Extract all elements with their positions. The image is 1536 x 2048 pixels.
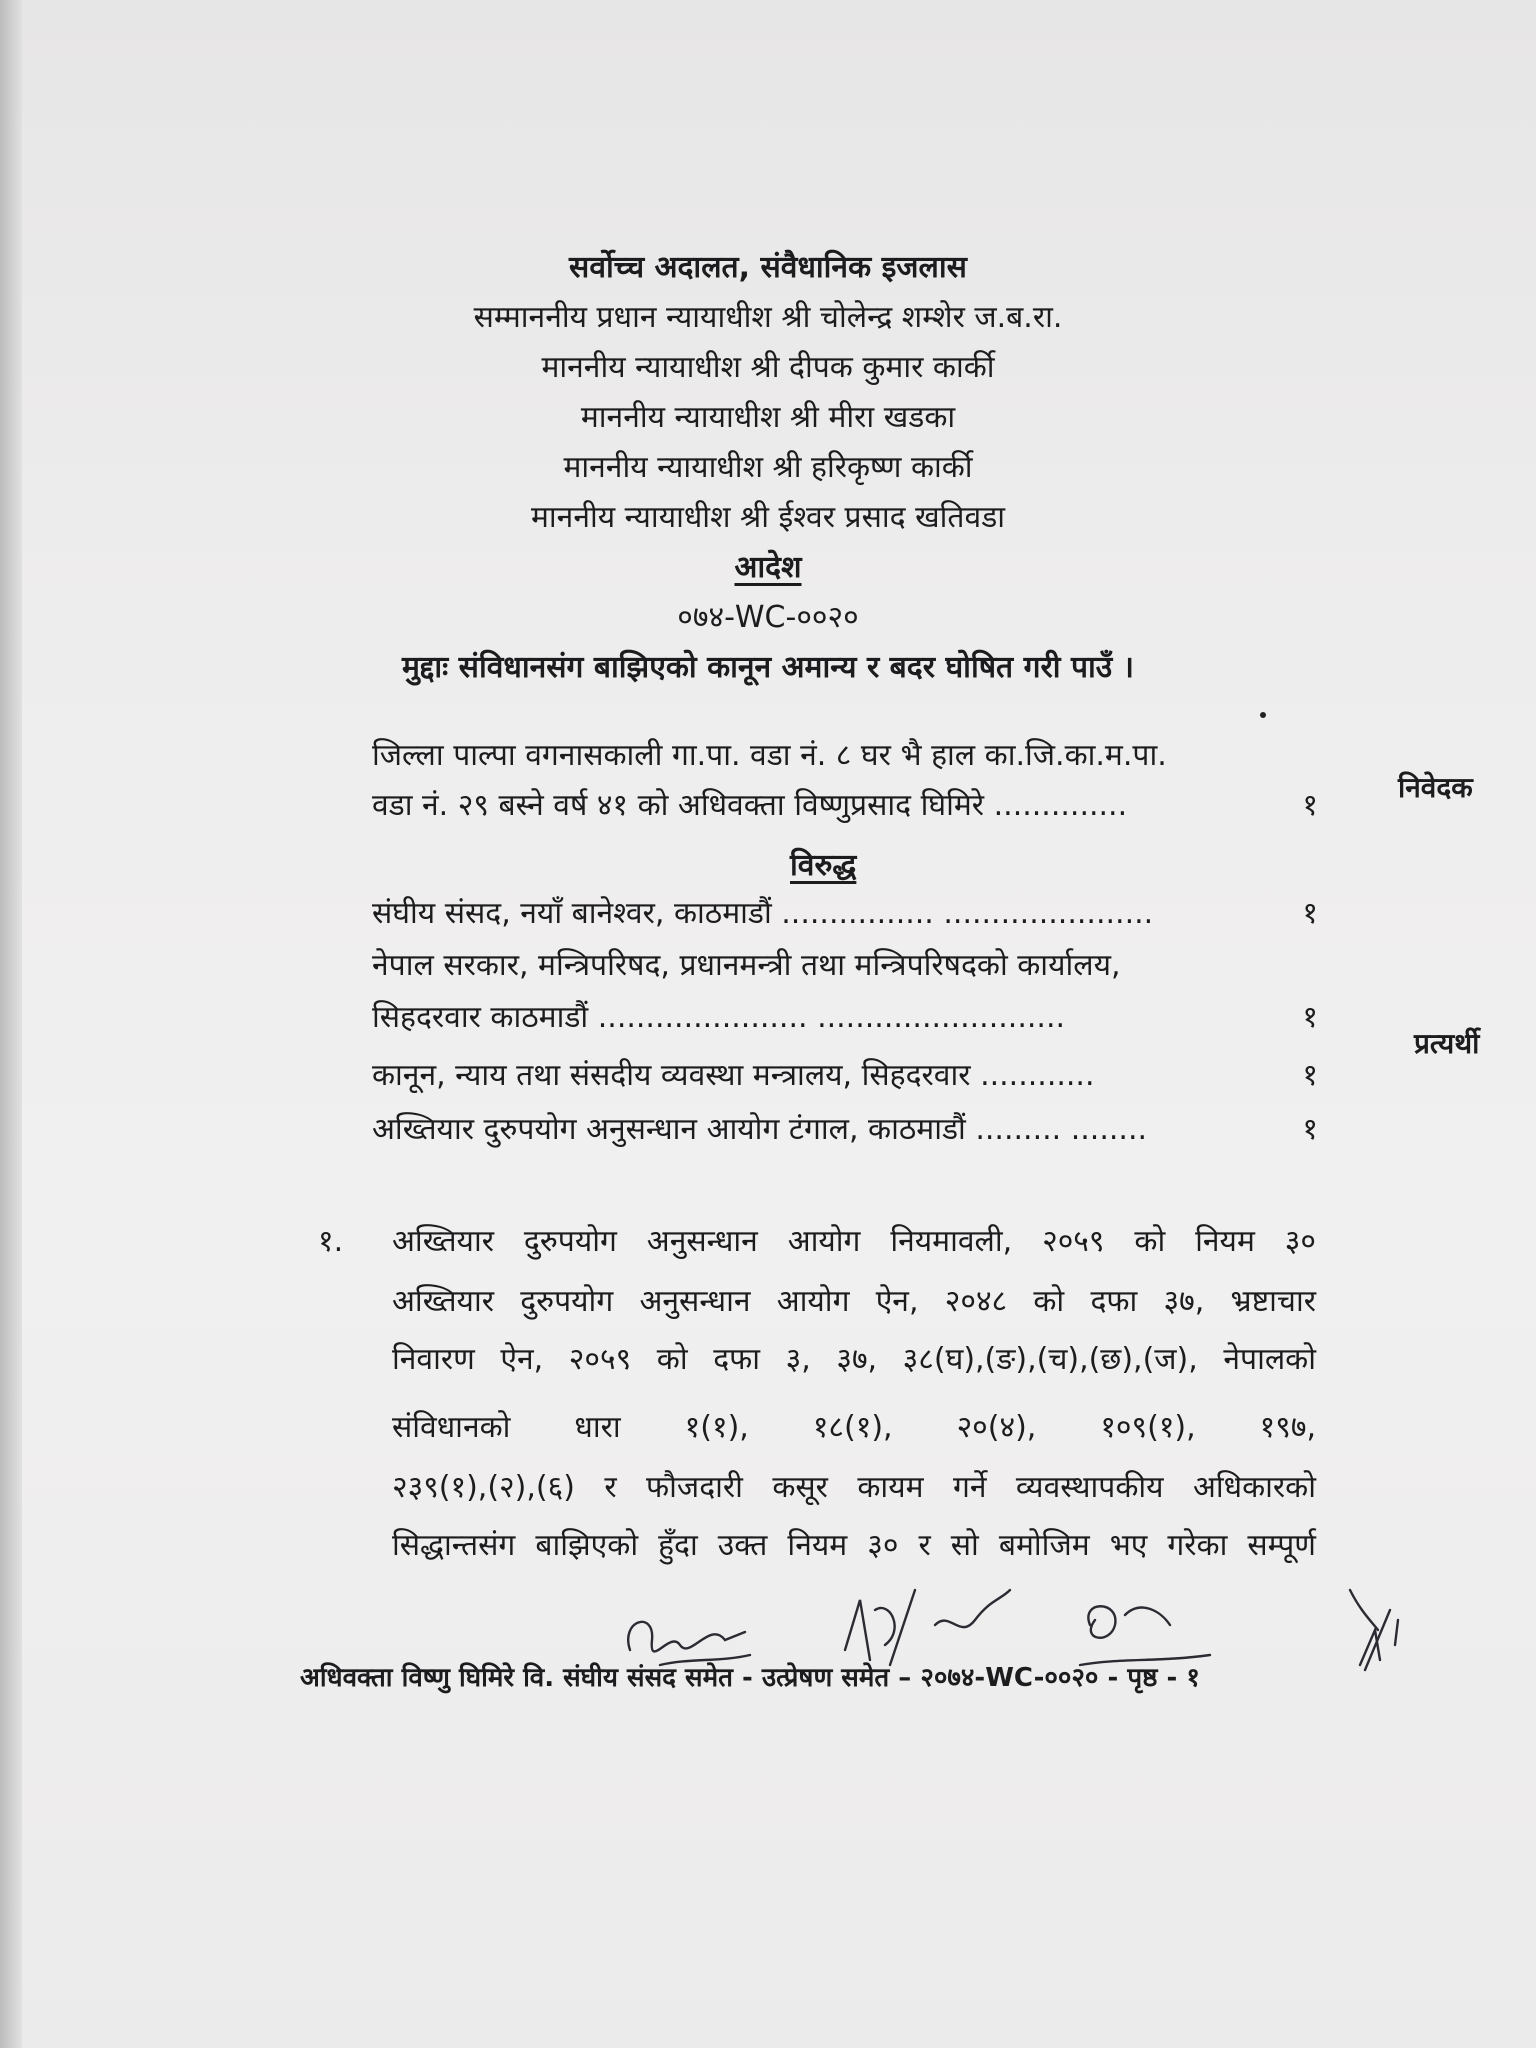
respondent-count: १: [1302, 1000, 1318, 1035]
versus-heading: विरुद्ध: [790, 848, 857, 883]
respondent-row: [372, 1056, 1318, 1096]
signature-5: [1360, 1610, 1398, 1670]
respondent-label: सिहदरवार काठमाडौं ...................... ..........................: [372, 1000, 1066, 1035]
signature-1: [628, 1622, 745, 1652]
respondent-label: संघीय संसद, नयाँ बानेश्वर, काठमाडौं ................ ......................: [372, 896, 1154, 931]
petitioner-count: १: [1302, 788, 1318, 823]
paragraph-line: अख्तियार दुरुपयोग अनुसन्धान आयोग ऐन, २०४८ को दफा ३७, भ्रष्टाचार: [392, 1284, 1316, 1319]
signature-2: [845, 1590, 915, 1665]
signature-3: [935, 1590, 1010, 1627]
respondent-label: कानून, न्याय तथा संसदीय व्यवस्था मन्त्रालय, सिहदरवार ............: [372, 1058, 1095, 1093]
justice-line-2: माननीय न्यायाधीश श्री मीरा खडका: [580, 400, 956, 435]
respondent-row: [372, 894, 1318, 934]
paragraph-line: अख्तियार दुरुपयोग अनुसन्धान आयोग नियमावली, २०५९ को नियम ३०: [392, 1224, 1316, 1259]
respondent-row: [372, 946, 1318, 986]
paragraph-line: २३९(१),(२),(६) र फौजदारी कसूर कायम गर्ने व्यवस्थापकीय अधिकारको: [392, 1470, 1316, 1505]
paragraph-line: निवारण ऐन, २०५९ को दफा ३, ३७, ३८(घ),(ङ),(च),(छ),(ज), नेपालको: [392, 1342, 1316, 1377]
chief-justice-line: सम्माननीय प्रधान न्यायाधीश श्री चोलेन्द्र शम्शेर ज.ब.रा.: [473, 300, 1063, 335]
petitioner-address: जिल्ला पाल्पा वगनासकाली गा.पा. वडा नं. ८ घर भै हाल का.जि.का.म.पा.: [372, 738, 1167, 773]
page-footer: अधिवक्ता विष्णु घिमिरे वि. संघीय संसद समेत - उत्प्रेषण समेत – २०७४-WC-००२० - पृष्ठ - १: [300, 1663, 1200, 1693]
respondent-count: १: [1302, 1058, 1318, 1093]
respondent-count: १: [1302, 896, 1318, 931]
justice-line-4: माननीय न्यायाधीश श्री ईश्वर प्रसाद खतिवडा: [530, 500, 1006, 535]
justice-line-1: माननीय न्यायाधीश श्री दीपक कुमार कार्की: [541, 350, 995, 385]
signature-5-tick: [1350, 1590, 1378, 1630]
paragraph-line: सिद्धान्तसंग बाझिएको हुँदा उक्त नियम ३० र सो बमोजिम भए गरेका सम्पूर्ण: [392, 1528, 1316, 1563]
petitioner-role: निवेदक: [1398, 771, 1473, 804]
paragraph-line: संविधानको धारा १(१), १८(१), २०(४), १०९(१), १९७,: [392, 1410, 1316, 1445]
respondent-label: नेपाल सरकार, मन्त्रिपरिषद, प्रधानमन्त्री तथा मन्त्रिपरिषदको कार्यालय,: [372, 948, 1121, 983]
justice-line-3: माननीय न्यायाधीश श्री हरिकृष्ण कार्की: [563, 450, 973, 485]
order-title: आदेश: [734, 550, 802, 585]
court-title: सर्वोच्च अदालत, संवैधानिक इजलास: [569, 250, 967, 285]
petitioner-name: वडा नं. २९ बस्ने वर्ष ४१ को अधिवक्ता विष्णुप्रसाद घिमिरे ..............: [372, 788, 1128, 823]
respondent-label: अख्तियार दुरुपयोग अनुसन्धान आयोग टंगाल, काठमाडौं ......... ........: [372, 1112, 1148, 1147]
case-subject: मुद्दाः संविधानसंग बाझिएको कानून अमान्य र बदर घोषित गरी पाउँ ।: [401, 650, 1135, 685]
case-number: ०७४-WC-००२०: [677, 600, 859, 635]
petitioner-line-1: [372, 736, 1318, 776]
ink-dot: [1260, 712, 1266, 718]
petitioner-line-2: [372, 786, 1318, 826]
paragraph-number: १.: [318, 1224, 344, 1259]
respondent-count: १: [1302, 1112, 1318, 1147]
respondent-role: प्रत्यर्थी: [1414, 1027, 1480, 1060]
signature-4: [1088, 1606, 1170, 1637]
respondent-row: [372, 998, 1318, 1038]
respondent-row: [372, 1110, 1318, 1150]
